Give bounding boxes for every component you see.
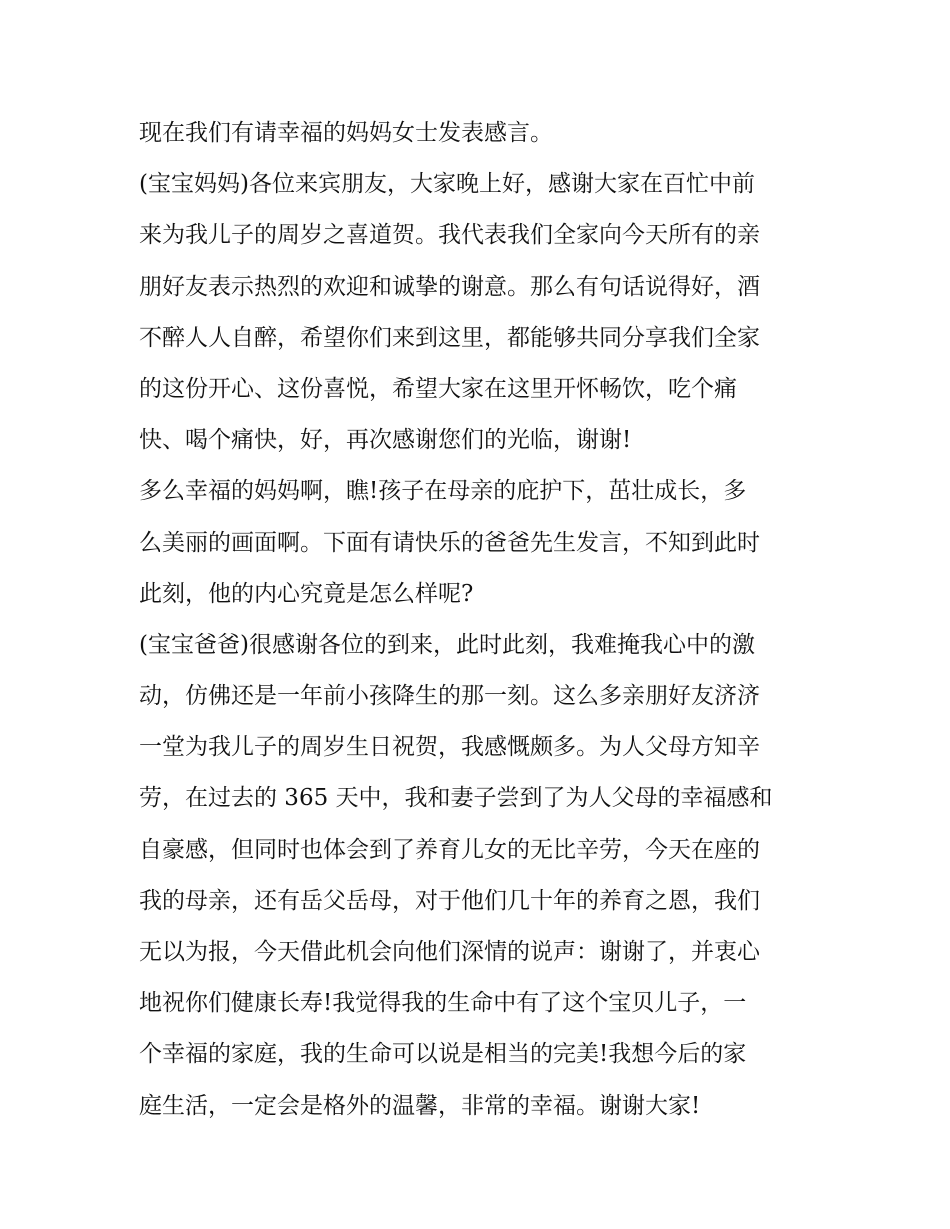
text-line: 么美丽的画面啊。下面有请快乐的爸爸先生发言，不知到此时 — [139, 529, 760, 556]
text-line: 自豪感，但同时也体会到了养育儿女的无比辛劳，今天在座的 — [139, 836, 760, 863]
text-line: (宝宝爸爸)很感谢各位的到来，此时此刻，我难掩我心中的激 — [139, 631, 755, 658]
text-line: 的这份开心、这份喜悦，希望大家在这里开怀畅饮，吃个痛 — [139, 375, 737, 402]
text-line: 无以为报，今天借此机会向他们深情的说声：谢谢了，并衷心 — [139, 939, 760, 965]
text-line: 现在我们有请幸福的妈妈女士发表感言。 — [139, 120, 553, 146]
text-line: 庭生活，一定会是格外的温馨，非常的幸福。谢谢大家! — [139, 1092, 701, 1119]
text-line: 不醉人人自醉，希望你们来到这里，都能够共同分享我们全家 — [139, 324, 760, 351]
text-line: (宝宝妈妈)各位来宾朋友，大家晚上好，感谢大家在百忙中前 — [139, 171, 755, 198]
document-body — [139, 108, 829, 1132]
text-line: 快、喝个痛快，好，再次感谢您们的光临，谢谢! — [139, 427, 632, 454]
text-line: 来为我儿子的周岁之喜道贺。我代表我们全家向今天所有的亲 — [139, 222, 760, 249]
text-line: 动，仿佛还是一年前小孩降生的那一刻。这么多亲朋好友济济 — [139, 683, 760, 710]
text-line: 地祝你们健康长寿!我觉得我的生命中有了这个宝贝儿子，一 — [139, 990, 747, 1017]
text-line: 多么幸福的妈妈啊，瞧!孩子在母亲的庇护下，茁壮成长，多 — [139, 478, 747, 505]
text-line: 个幸福的家庭，我的生命可以说是相当的完美!我想今后的家 — [139, 1041, 747, 1068]
text-line: 我的母亲，还有岳父岳母，对于他们几十年的养育之恩，我们 — [139, 887, 760, 914]
text-line: 劳，在过去的 365 天中，我和妻子尝到了为人父母的幸福感和 — [139, 785, 773, 812]
text-line: 朋好友表示热烈的欢迎和诚挚的谢意。那么有句话说得好，酒 — [139, 273, 760, 300]
text-line: 此刻，他的内心究竟是怎么样呢? — [139, 580, 474, 607]
text-line: 一堂为我儿子的周岁生日祝贺，我感慨颇多。为人父母方知辛 — [139, 734, 760, 761]
